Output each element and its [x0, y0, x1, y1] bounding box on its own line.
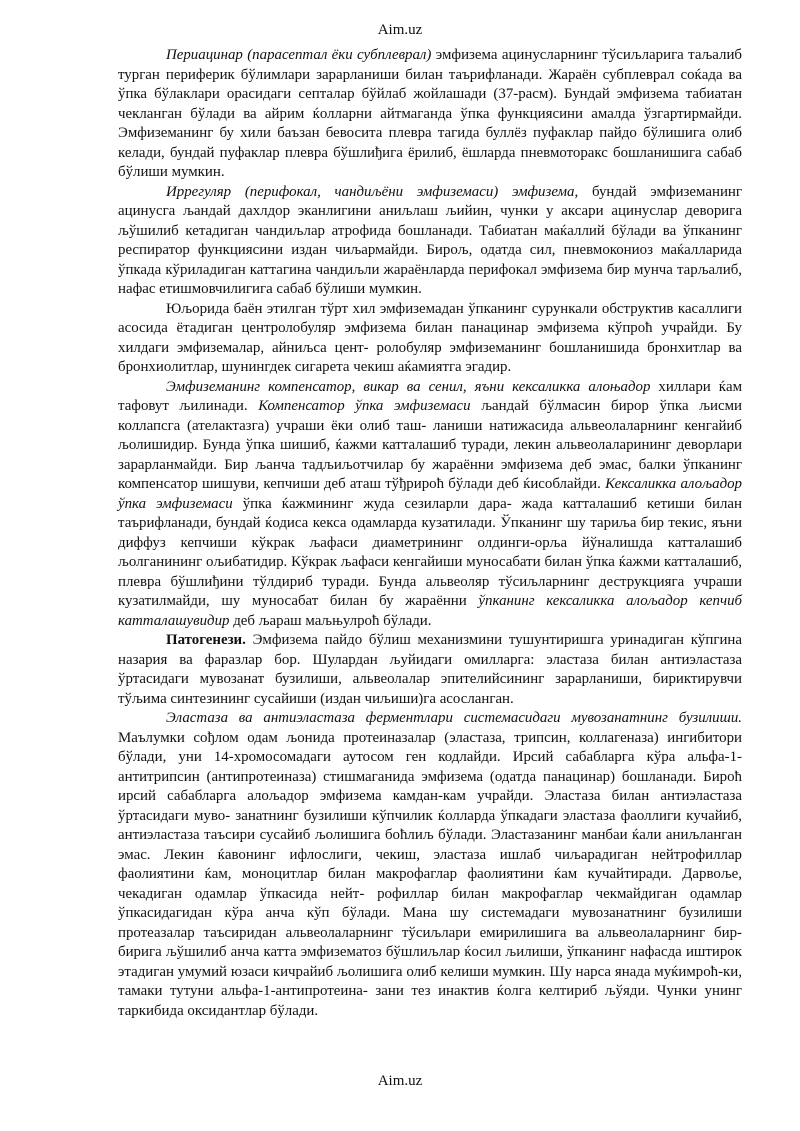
paragraph-text: эмфизема ацинусларнинг тўсиљларига таљалиб турган периферик бўлимлари зарарланиши билан таърифланади. Жараён субплеврал соќада ва ўпка бўлаклари орасидаги септалар бўйлаб жойлашади (37-расм). Бундай эмфизема табиатан чекланган бўлади ва айрим ќолларни айтмаганда ўпка функциясини амалда ўзгартирмайди. Эмфиземанинг бу хили баъзан бевосита плевра тагида буллёз пуфаклар пайдо бўлишига олиб келади, бундай пуфаклар плевра бўшлиђига ёрилиб, ёшларда пневмоторакс бошланишига сабаб бўлиши мумкин. — [118, 47, 742, 180]
term-compensatory-senile: Эмфиземанинг компенсатор, викар ва сенил, яъни кексаликка алоњадор — [166, 378, 651, 395]
paragraph-text: деб љараш маљњулроћ бўлади. — [229, 612, 432, 629]
paragraph-text: Маълумки сођлом одам љонида протеиназалар (эластаза, трипсин, коллагеназа) ингибитори бўлади, уни 14-хромосомадаги аутосом ген кодлайди. Ирсий сабабларга кўра альфа-1-антитрипсин (антипротеиназа) стишмаганида эмфизема (одатда панацинар) бошланади. Бироћ ирсий сабабларга алољадор эмфизема камдан-кам учрайди. Эластаза билан антиэластаза ўртасидаги муво- занатнинг бузилиши кўпчилик ќолларда ўпкадаги эластаза фаоллиги кучайиб, антиэластаза таъсири сусайиб љолишига боћлиљ бўлади. Эластазанинг манбаи ќали аниљланган эмас. Лекин ќавонинг ифлослиги, чекиш, эластаза ишлаб чиљарадиган нейтрофиллар фаолиятини ќам, моноцитлар билан макрофаглар фаолиятини ќам кучайтиради. Дарвоље, чекадиган одамлар ўпкасида нейт- рофиллар билан макрофаглар чекмайдиган одамлар ўпкасидагидан кўра анча кўп бўлади. Мана шу системадаги мувозанатнинг бузилиши протеазалар таъсиридан альвеолаларнинг тўсиљлари емирилишига ва альвеолаларнинг бир-бирига љўшилиб анча катта эмфизематоз бўшлиљлар ќосил љилиши, ўпканинг нафасда иштирок этадиган умумий юзаси кичрайиб љолишига олиб келиши мумкин. Шу нарса янада муќимроћ-ки, тамаки тутуни альфа-1-антипротеина- зани тез инактив ќолга келтириб љўяди. Чунки унинг таркибида оксидантлар бўлади. — [118, 729, 742, 1019]
term-compensatory: Компенсатор ўпка эмфиземаси — [258, 398, 471, 414]
paragraph-irregular — [118, 183, 742, 300]
term-elastase-balance: Эластаза ва антиэластаза ферментлари системасидаги мувозанатнинг бузилиши. — [166, 710, 742, 726]
paragraph-summary — [118, 300, 742, 378]
paragraph-text: љандай бўлмасин бирор ўпка љисми коллапсга (ателактазга) учраши ёки олиб таш- ланиши натижасида альвеолаларнинг кенгайиб љолишидир. Бунда ўпка шишиб, ќажми катталашиб туради, лекин альвеолаларининг деворлари зарарланмайди. Бир љанча тадљиљотчилар бу жараённи эмфизема деб эмас, балки ўпканинг компенсатор шишуви, кепчиши деб аташ тўђрироћ бўлади деб ќисоблайди. — [118, 398, 742, 492]
paragraph-text: Юљорида баён этилган тўрт хил эмфиземадан ўпканинг сурункали обструктив касаллиги асосида ётадиган центролобуляр эмфизема билан панацинар эмфизема кўпроћ учрайди. Бу хилдаги эмфиземалар, айниљса цент- ролобуляр эмфиземанинг бошланишида бронхитлар ва бронхиолитлар, шунингдек сигарета чекиш аќамиятга эгадир. — [118, 300, 742, 375]
paragraph-elastase — [118, 709, 742, 1021]
paragraph-periacinar — [118, 46, 742, 183]
document-body — [118, 46, 742, 1021]
paragraph-pathogenesis — [118, 631, 742, 709]
term-periacinar: Периацинар (парасептал ёки субплеврал) — [166, 47, 432, 63]
term-senile: Кексаликка алољадор ўпка эмфиземаси — [118, 476, 742, 512]
paragraph-text: хиллари ќам тафовут љилинади. — [118, 378, 743, 414]
term-senile-enlargement: ўпканинг кексаликка алољадор кепчиб катталашувидир — [118, 593, 742, 629]
paragraph-text: Эмфизема пайдо бўлиш механизмини тушунтиришга уринадиган кўпгина назария ва фаразлар бор. Шулардан љуйидаги омилларга: эластаза билан антиэластаза ўртасидаги мувозанат бузилиши, альвеолалар эпителийсининг зарарланиши, бириктирувчи тўљима синтезининг сусайиши (издан чиљиши)га асосланган. — [118, 632, 742, 707]
page-header: Aim.uz — [377, 22, 423, 38]
paragraph-compensatory — [118, 378, 742, 632]
term-irregular: Иррегуляр (перифокал, чандиљёни эмфиземаси) эмфизема, — [166, 183, 579, 200]
paragraph-text: ўпка ќажмининг жуда сезиларли дара- жада катталашиб кетиши билан таърифланади, бундай ќодиса кекса одамларда кузатилади. Ўпканинг шу тариља бир текис, яъни диффуз кепчиши кўкрак љафаси диаметрининг олдинги-орља йўналишда катталашиб љолганининг ољибатидир. Кўкрак љафаси кенгайиши муносабати билан ўпка ќажми катталашиб, плевра бўшлиђини тўлдириб туради. Бунда альвеоляр тўсиљларнинг деструкцияга учраши кузатилмайди, шу муносабат билан бу жараённи — [118, 495, 742, 609]
section-heading-pathogenesis: Патогенези. — [166, 632, 246, 648]
page-footer: Aim.uz — [377, 1073, 423, 1089]
paragraph-text: бундай эмфиземанинг ацинусга љандай дахлдор эканлигини аниљлаш љийин, чунки у аксари ацинуслар деворига љўшилиб кетадиган чандиљлар атрофида бошланади. Табиатан маќаллий бўлади ва ўпканинг респиратор функциясини издан чиљармайди. Бирољ, одатда сил, пневмокониоз маќалларида ўпкада кўриладиган каттагина чандиљли жараёнларда перифокал эмфизема бир мунча тарљалиб, нафас етишмовчилигига сабаб бўлиши мумкин. — [118, 183, 742, 297]
